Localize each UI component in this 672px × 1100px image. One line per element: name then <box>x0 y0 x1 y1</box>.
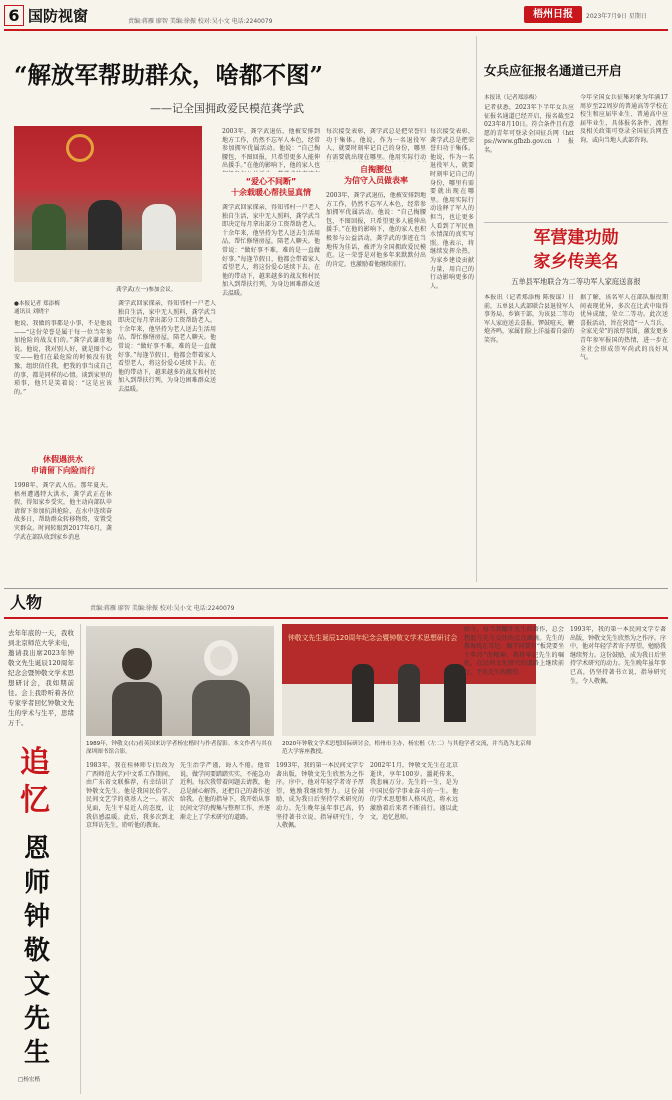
portrait-photo <box>86 626 274 736</box>
main-col4-intro: 每次接受表彰，龚学武总是把荣誉归功于集体。他说，作为一名退役军人，就要时刻牢记自己的身份，哪里有需要就出现在哪里。他用实际行动 <box>326 128 426 161</box>
main-col5-text: 每次接受表彰，龚学武总是把荣誉归功于集体。他说，作为一名退役军人，就要时刻牢记自己的身份，哪里有需要就出现在哪里。他用实际行动诠释了军人的担当，也让更多人看到了军民鱼水情深的真实写照。他表示，将继续发挥余热，为家乡建设贡献力量，用自己的行动影响更多的人。 <box>430 128 474 290</box>
memoir-col5a: 如今，每当我翻开先生的著作，总会想起与先生交往的点点滴滴。先生的教诲犹在耳边：做学问要有“板凳要坐十年冷”的精神。我将牢记先生的嘱托，在民间文化研究的道路上继续前行，不负先生的期望。 <box>464 626 564 676</box>
subhead-example: 自掏腰包 为信守入员做表率 <box>344 165 408 185</box>
side2-headline: 军营建功勋 家乡传美名 <box>533 228 619 272</box>
section2-underline <box>4 617 668 619</box>
vertical-title-b: 恩师钟敬文先生 <box>23 834 50 1068</box>
side1-col2: 今年全国女兵征集对象为年满17周岁至22周岁的普通高等学校在校生和应届毕业生、普通高中应届毕业生，具体报名条件、流程及相关政策可登录全国征兵网查询，或向当地人武部咨询。 <box>580 94 668 144</box>
main-col3-intro: 2003年，龚学武退伍，他被安排到地方工作，仍然不忘军人本色，经常参加拥军优属活动。他说：“自己掏腰包，不图回报，只希望更多人能伸出援手。”在他的影响下，他的家人也 <box>222 128 320 170</box>
award-ceremony-photo <box>14 126 202 282</box>
main-byline: ●本报记者 郑添梅 通讯员 刘晓宇 <box>14 301 60 315</box>
main-col4-text: 2003年，龚学武退伍，他被安排到地方工作，仍然不忘军人本色，经常参加拥军优属活动。他说：“自己掏腰包，不图回报，只希望更多人能伸出援手。”在他的影响下，他的家人也积极参与公益活动，龚学武的事迹在当地传为佳话，被评为全国拥政爱民模范。这一荣誉是对他多年来默默付出的肯定，也激励着他继续前行。 <box>326 192 426 268</box>
issue-date: 2023年7月9日 星期日 <box>586 13 647 20</box>
memoir-col2: 先生治学严谨，诲人不倦。他常说，做学问要踏踏实实，不能急功近利。每次我带着问题去请教，他总是耐心解答，还把自己的著作送给我。在他的指导下，我开始从事民间文学的搜集与整理工作，并逐渐走上了学术研究的道路。 <box>180 762 270 821</box>
side2-col1: 本报讯（记者郑添梅 陈俊谋）日前，五单县人武部联合县退役军人事务局、乡镇干部，为该县二等功军人家庭送去喜报。锣鼓喧天，鞭炮齐鸣，家属们脸上洋溢着自豪的笑容。 <box>484 294 574 344</box>
side-divider <box>484 222 668 223</box>
subhead-care: “爱心不间断” 十余载暖心帮扶显真情 <box>231 177 311 197</box>
page-number: 6 <box>8 6 20 25</box>
editors-line: 责编:蒋雁 廖智 美编:徐振 校对:吴小文 电话:2240079 <box>128 18 273 25</box>
main-col2-text: 龚学武回家探亲，得知邻村一户老人独自生活，家中无人照料，龚学武当即决定每月拿出部分工资帮助老人。十余年来，他坚持为老人送去生活用品，帮忙修缮房屋，陪老人聊天。他常说：“做好事不难，难的是一直做好事。”每逢节假日，他都会带着家人看望老人，将这份爱心延续下去。在他的带动下，越来越多的战友和村民加入到帮扶行列，为身边困难群众送去温暖。 <box>118 300 216 393</box>
vertical-title-a: 追忆 <box>20 745 50 818</box>
intro-divider <box>80 624 81 1094</box>
side2-subtitle: 五单县军地联合为二等功军人家庭送喜报 <box>511 277 641 286</box>
header-rule <box>4 29 668 31</box>
side1-byline: 本报讯（记者郑添梅） <box>484 95 540 101</box>
main-headline: “解放军帮助群众，啥都不图” <box>14 61 324 89</box>
conference-caption: 2020年钟敬文学术思想国际研讨会，梧州市主办，杨宏楷（左二）与其他学者交流，并当选为北京师范大学客座教授。 <box>282 741 532 755</box>
side2-col2: 据了解，该名军人在部队服役期间表现优异，多次在比武中取得优异成绩，荣立二等功。此次送喜报活动，旨在营造“一人当兵，全家光荣”的浓厚氛围，激发更多青年参军报国的热情，进一步在全社会形成崇军尚武的良好风气。 <box>580 294 668 362</box>
memoir-col6: 1993年，我的第一本民间文学专著出版，钟敬文先生欣然为之作序。序中，他对年轻学者寄予厚望，勉励我继续努力。这份鼓励，成为我日后坚持学术研究的动力。先生晚年虽年事已高，仍坚持著书立说、指导研究生，令人敬佩。 <box>570 626 666 685</box>
section2-rule <box>4 588 668 589</box>
subhead-flood: 休假遇洪水 申请留下向险而行 <box>31 455 95 475</box>
photo-caption: 龚学武(左一)参加会议。 <box>116 287 177 293</box>
section2-title: 人物 <box>10 593 43 612</box>
memoir-col1: 1983年，我在桂林师专(后改为广西师范大学)中文系工作期间，由广东省文联推荐，有幸结识了钟敬文先生。他是我国民俗学、民间文艺学的奠基人之一。初次见面，先生平易近人的态度，让我倍感温暖。此后，我多次到北京拜访先生，聆听他的教诲。 <box>86 762 174 830</box>
main-col1b-text: 1998年，龚学武入伍。那年夏天，梧州遭遇特大洪水，龚学武正在休假，得知家乡受灾，他主动向部队申请留下参加抗洪抢险，在水中连续奋战多日，帮助群众转移物资，安置受灾群众。时间转眼到2017年6月，龚学武在部队收到家乡消息 <box>14 482 112 541</box>
side1-headline: 女兵应征报名通道已开启 <box>484 63 622 78</box>
main-col3-text: 龚学武回家探亲，得知邻村一户老人独自生活，家中无人照料，龚学武当即决定每月拿出部分工资帮助老人。十余年来，他坚持为老人送去生活用品，帮忙修缮房屋，陪老人聊天。他常说：“做好事不难，难的是一直做好事。”每逢节假日，他都会带着家人看望老人，将这份爱心延续下去。在他的带动下，越来越多的战友和村民加入到帮扶行列，为身边困难群众送去温暖。 <box>222 204 320 297</box>
intro-text: 去年年底的一天，我收到北京师范大学来电，邀请我出席2023年钟敬文先生诞辰120周年纪念会暨钟敬文学术思想研讨会，我如期前往。会上我聆听着各位专家学者回忆钟敬文先生的学术与生平，思绪万千。 <box>8 629 74 727</box>
section-title: 国防视窗 <box>28 7 89 25</box>
portrait-caption: 1989年，钟敬文(右)看英国来访学者杨宏楷时与作者留影。本文作者与其在深圳图书馆合影。 <box>86 741 273 755</box>
section2-editors: 责编:蒋雁 廖智 美编:徐振 校对:吴小文 电话:2240079 <box>90 605 235 612</box>
column-divider <box>476 36 477 582</box>
memoir-col4: 2002年1月，钟敬文先生在北京逝世，享年100岁。噩耗传来，我悲痛万分。先生的一生，是为中国民俗学事业奋斗的一生。他的学术思想和人格风范，将永远激励着后来者不断前行。谨以此文，追忆恩师。 <box>370 762 458 821</box>
conference-banner: 钟敬文先生诞辰120周年纪念会暨钟敬文学术思想研讨会 <box>288 634 458 642</box>
author-line: □杨宏楷 <box>18 1077 41 1083</box>
paper-logo: 梧州日报 <box>533 9 573 20</box>
memoir-col3: 1993年，我的第一本民间文学专著出版，钟敬文先生欣然为之作序。序中，他对年轻学者寄予厚望，勉励我继续努力。这份鼓励，成为我日后坚持学术研究的动力。先生晚年虽年事已高，仍坚持著书立说、指导研究生，令人敬佩。 <box>276 762 364 830</box>
side1-col1: 记者获悉，2023年下半年女兵应征报名通道已经开启，报名截至2023年8月10日。符合条件且有意愿的青年可登录全国征兵网（https://www.gfbzb.gov.cn）报名。 <box>484 104 574 154</box>
main-col1-text: 他说，我做的事都是小事，不是他说——“这份荣誉是属于每一位当年参加抢险的战友们的。”龚学武谦虚地说。他说，我对别人好，就是图个心安——他们在最危险的时候没有犹豫，组织信任我，把我的事当成自己的事，都是同样的心情。谈到家里的琐事，他只是笑着说：“这是应该的。” <box>14 320 112 396</box>
main-subtitle: ——记全国拥政爱民模范龚学武 <box>150 102 304 115</box>
